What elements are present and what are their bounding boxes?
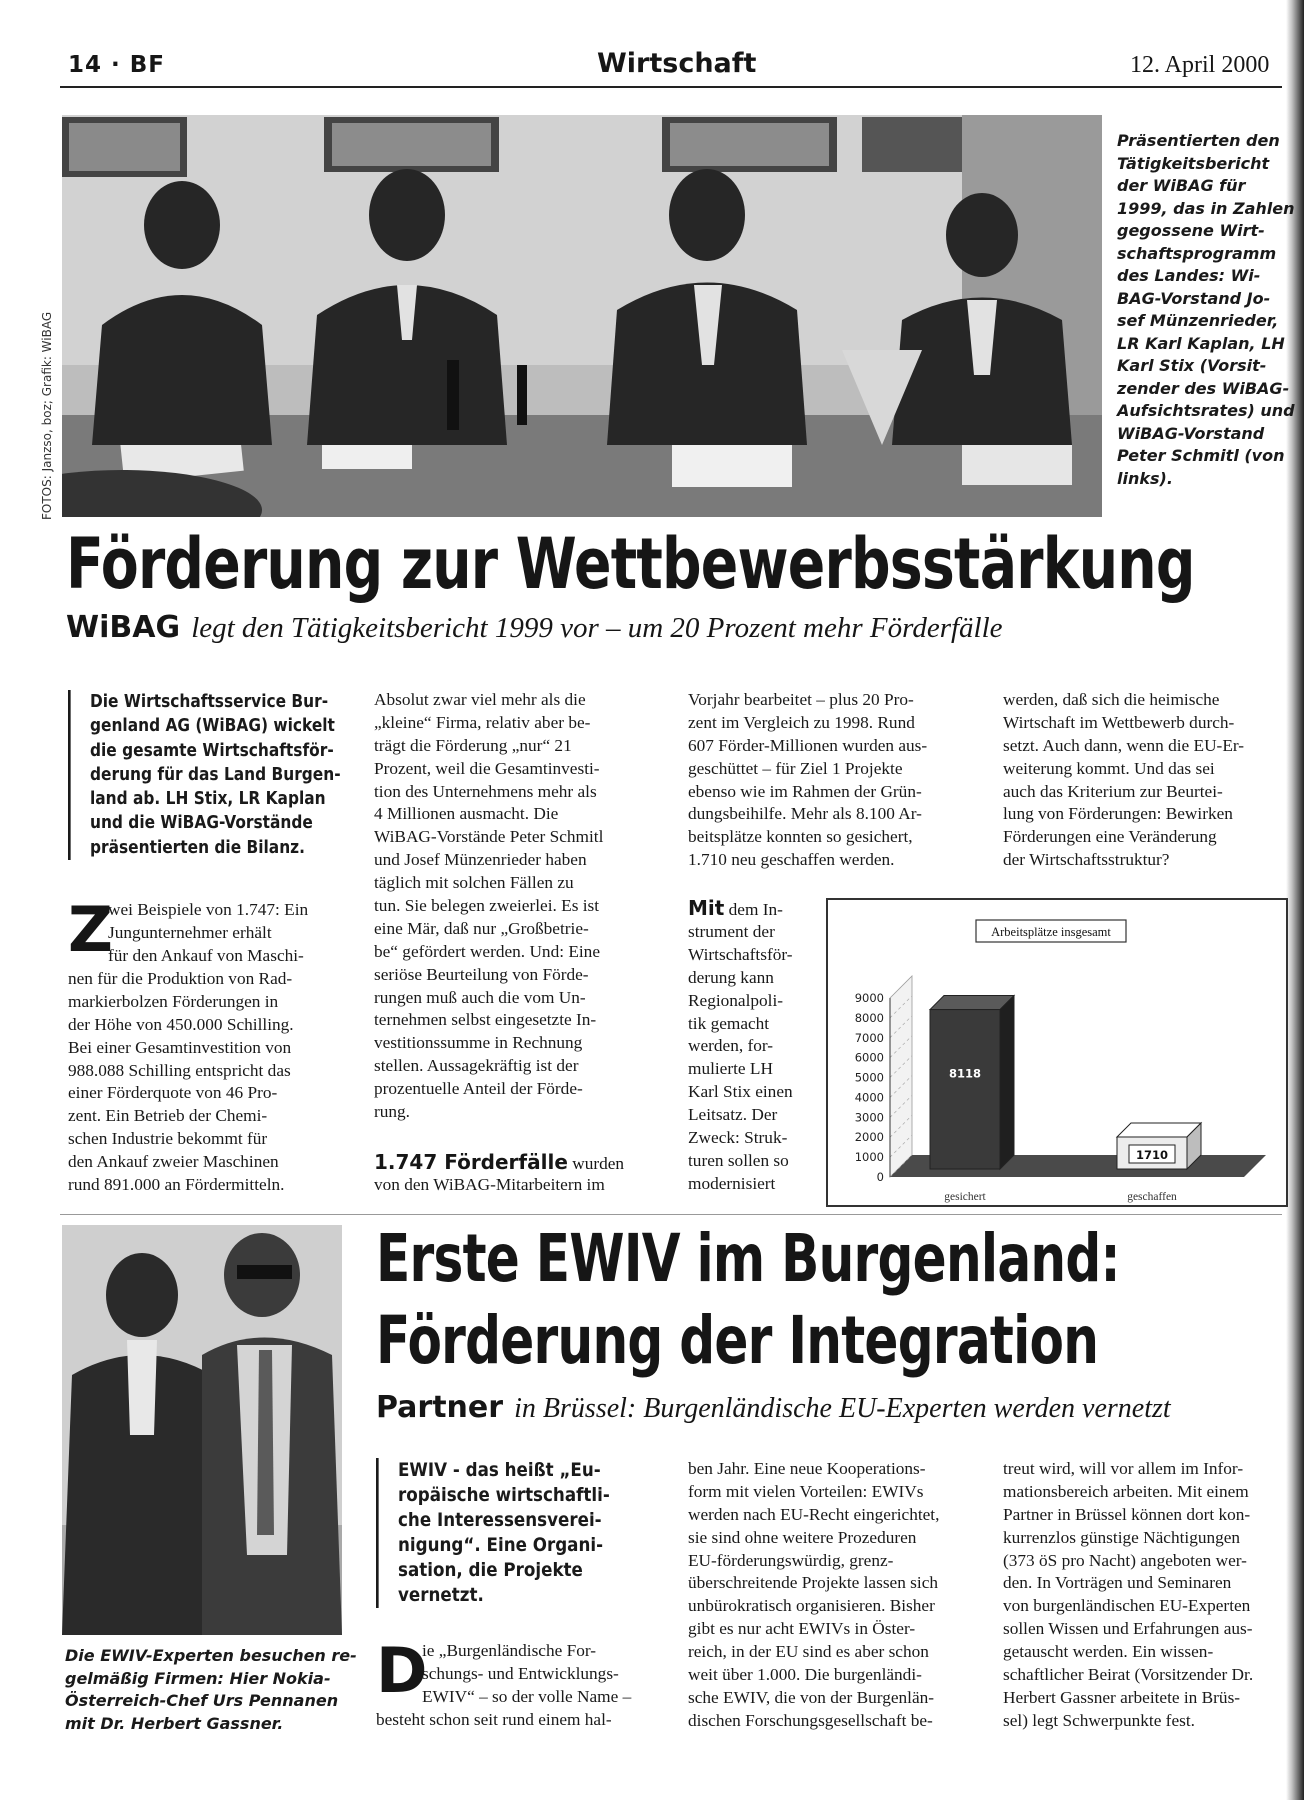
y-tick-label: 4000 xyxy=(854,1090,884,1105)
x-tick-label: geschaffen xyxy=(1127,1191,1177,1203)
article-column xyxy=(374,689,603,1124)
header-rule xyxy=(60,86,1282,88)
experts-photo xyxy=(62,1225,342,1635)
lead-paragraph xyxy=(376,1458,610,1608)
text-line: (373 öS pro Nacht) angeboten wer- xyxy=(1003,1550,1247,1570)
text-line: seriöse Beurteilung von Förde- xyxy=(374,964,589,984)
text-line: besteht schon seit rund einem hal- xyxy=(376,1710,612,1729)
y-tick-label: 1000 xyxy=(854,1150,884,1165)
text-line: setzt. Auch dann, wenn die EU-Er- xyxy=(1003,735,1245,755)
text-line: schen Industrie bekommt für xyxy=(68,1129,268,1149)
x-tick-label: gesichert xyxy=(944,1191,986,1203)
drop-cap: Z xyxy=(68,893,113,966)
caption-line: gelmäßig Firmen: Hier Nokia- xyxy=(65,1668,331,1688)
text-line: unbürokratisch organisieren. Bisher xyxy=(688,1596,935,1616)
lead-line: EWIV - das heißt „Eu- xyxy=(398,1459,601,1481)
caption-line: gegossene Wirt- xyxy=(1117,221,1265,240)
caption-line: BAG-Vorstand Jo- xyxy=(1117,288,1271,308)
caption-line: 1999, das in Zahlen xyxy=(1117,198,1295,218)
text-line: beitsplätze konnten so gesichert, xyxy=(688,827,913,847)
lead-line: che Interessensverei- xyxy=(398,1509,602,1531)
y-tick-label: 9000 xyxy=(854,991,884,1005)
y-tick-label: 0 xyxy=(876,1170,884,1184)
text-line: 607 Förder-Millionen wurden aus- xyxy=(688,735,928,755)
bar-side xyxy=(1000,996,1014,1169)
text-line: Bei einer Gesamtinvestition von xyxy=(68,1037,292,1057)
text-line: rund 891.000 an Fördermitteln. xyxy=(68,1175,285,1195)
paragraph-kicker-rest: dem In- xyxy=(724,900,783,919)
text-line: Herbert Gassner arbeitete in Brüs- xyxy=(1003,1687,1241,1707)
caption-line: zender des WiBAG- xyxy=(1117,378,1290,398)
drop-cap: D xyxy=(376,1634,428,1707)
text-line: sollen Wissen und Erfahrungen aus- xyxy=(1003,1619,1253,1639)
paragraph-kicker: 1.747 Förderfälle xyxy=(374,1150,568,1174)
text-line: derung kann xyxy=(688,967,774,987)
lead-line: Die Wirtschaftsservice Bur- xyxy=(90,692,329,712)
text-line: dischen Forschungsgesellschaft be- xyxy=(688,1710,933,1730)
lead-line: präsentierten die Bilanz. xyxy=(90,837,305,858)
text-line: wei Beispiele von 1.747: Ein xyxy=(108,900,309,919)
bar-chart xyxy=(826,898,1288,1207)
article-column xyxy=(422,1640,631,1709)
text-line: dungsbeihilfe. Mehr als 8.100 Ar- xyxy=(688,804,922,824)
y-tick-label: 3000 xyxy=(854,1110,884,1125)
text-line: für den Ankauf von Maschi- xyxy=(108,945,304,965)
lead-line: genland AG (WiBAG) wickelt xyxy=(90,716,335,737)
lead-line: land ab. LH Stix, LR Kaplan xyxy=(90,789,326,810)
text-line: 988.088 Schilling entspricht das xyxy=(68,1060,291,1080)
headline: Erste EWIV im Burgenland: xyxy=(376,1220,1120,1297)
photo-caption xyxy=(1117,130,1295,490)
text-line: weit über 1.000. Die burgenländi- xyxy=(688,1665,922,1685)
caption-line: schaftsprogramm xyxy=(1117,243,1277,263)
lead-paragraph xyxy=(68,690,341,860)
text-line: EU-förderungswürdig, grenz- xyxy=(688,1550,894,1570)
headline: Förderung der Integration xyxy=(376,1302,1099,1379)
subheadline xyxy=(66,610,1003,645)
text-line: einer Förderquote von 46 Pro- xyxy=(68,1083,278,1103)
text-line: und Josef Münzenrieder haben xyxy=(374,850,587,870)
chart-title: Arbeitsplätze insgesamt xyxy=(991,925,1111,939)
text-line: EWIV“ – so der volle Name – xyxy=(422,1686,632,1706)
text-line: mulierte LH xyxy=(688,1059,773,1079)
text-line: der Wirtschaftsstruktur? xyxy=(1003,850,1170,870)
text-line: „kleine“ Firma, relativ aber be- xyxy=(374,712,591,732)
caption-line: Präsentierten den xyxy=(1117,131,1280,150)
text-line: kurrenzlos günstige Nächtigungen xyxy=(1003,1527,1241,1547)
paragraph-kicker-line xyxy=(688,896,783,920)
paragraph-kicker-rest: wurden xyxy=(567,1154,625,1173)
text-line: sel) legt Schwerpunkte fest. xyxy=(1003,1710,1195,1730)
text-line: Jungunternehmer erhält xyxy=(108,922,272,942)
headline: Förderung zur Wettbewerbsstärkung xyxy=(66,523,1195,605)
text-line: den. In Vorträgen und Seminaren xyxy=(1003,1573,1232,1593)
text-line: stellen. Aussagekräftig ist der xyxy=(374,1056,579,1076)
issue-date: 12. April 2000 xyxy=(1130,52,1270,78)
text-line: Wirtschaftsför- xyxy=(688,944,793,964)
text-line: zent. Ein Betrieb der Chemi- xyxy=(68,1106,268,1126)
article-column xyxy=(688,1458,939,1733)
text-line: getauscht werden. Ein wissen- xyxy=(1003,1642,1214,1662)
data-label: 8118 xyxy=(948,1066,982,1081)
caption-line: Tätigkeitsbericht xyxy=(1117,153,1270,173)
subheadline xyxy=(376,1390,1171,1425)
text-line: Leitsatz. Der xyxy=(688,1105,778,1125)
section-title: Wirtschaft xyxy=(597,48,757,79)
text-line: trägt die Förderung „nur“ 21 xyxy=(374,735,572,755)
text-line: lung von Förderungen: Bewirken xyxy=(1003,804,1233,824)
text-line: Karl Stix einen xyxy=(688,1082,793,1102)
text-line: gibt es nur acht EWIVs in Öster- xyxy=(688,1619,916,1639)
text-line: überschreitende Projekte lassen sich xyxy=(688,1573,939,1593)
subheadline-text: in Brüssel: Burgenländische EU-Experten werden vernetzt xyxy=(514,1393,1171,1424)
text-line: Regionalpoli- xyxy=(688,990,784,1010)
subheadline-text: legt den Tätigkeitsbericht 1999 vor – um 20 Prozent mehr Förderfälle xyxy=(191,612,1003,644)
text-line: tun. Sie belegen zweierlei. Es ist xyxy=(374,896,600,916)
text-line: ie „Burgenländische For- xyxy=(422,1641,597,1660)
text-line: Wirtschaft im Wettbewerb durch- xyxy=(1003,712,1235,732)
article-column xyxy=(1003,1458,1253,1733)
bar xyxy=(930,1010,1000,1169)
section-divider xyxy=(60,1214,1282,1215)
text-line: reich, in der EU sind es aber schon xyxy=(688,1642,929,1662)
text-line: Vorjahr bearbeitet – plus 20 Pro- xyxy=(688,690,914,709)
text-line: tion des Unternehmens mehr als xyxy=(374,781,597,801)
caption-line: links). xyxy=(1117,468,1173,488)
text-line: 1.710 neu geschaffen werden. xyxy=(688,850,895,870)
subheadline-kicker: Partner xyxy=(376,1390,504,1425)
page-number: 14 · BF xyxy=(68,52,166,78)
text-line: eine Mär, daß nur „Großbetrie- xyxy=(374,918,589,938)
subheadline-kicker: WiBAG xyxy=(66,610,181,645)
text-line: rungen muß auch die vom Un- xyxy=(374,987,586,1007)
text-line: zent im Vergleich zu 1998. Rund xyxy=(688,712,915,732)
text-line: tik gemacht xyxy=(688,1013,770,1033)
text-line: werden, for- xyxy=(688,1036,774,1056)
article-column xyxy=(1003,689,1244,872)
y-tick-label: 2000 xyxy=(854,1130,884,1145)
text-line: mationsbereich arbeiten. Mit einem xyxy=(1003,1481,1249,1501)
text-line: schungs- und Entwicklungs- xyxy=(422,1663,619,1683)
text-line: Prozent, weil die Gesamtinvesti- xyxy=(374,758,600,778)
text-line: vestitionssumme in Rechnung xyxy=(374,1033,583,1053)
data-label: 1710 xyxy=(1135,1147,1169,1162)
caption-line: Aufsichtsrates) und xyxy=(1117,401,1295,420)
text-line: strument der xyxy=(688,922,775,941)
text-line: sie sind ohne weitere Prozeduren xyxy=(688,1527,917,1547)
caption-line: Peter Schmitl (von xyxy=(1117,446,1285,465)
article-column xyxy=(68,968,294,1197)
lead-line: und die WiBAG-Vorstände xyxy=(90,813,313,834)
paragraph-kicker-line xyxy=(374,1150,624,1174)
text-line: schaftlicher Beirat (Vorsitzender Dr. xyxy=(1003,1665,1254,1685)
photo-caption xyxy=(65,1645,357,1735)
article-column xyxy=(688,921,793,1196)
text-line: werden nach EU-Recht eingerichtet, xyxy=(688,1504,940,1524)
text-line: Zweck: Struk- xyxy=(688,1128,788,1148)
text-line: Absolut zwar viel mehr als die xyxy=(374,690,586,709)
caption-line: des Landes: Wi- xyxy=(1117,266,1261,285)
text-line: modernisiert xyxy=(688,1173,776,1193)
paragraph-kicker: Mit xyxy=(688,896,725,920)
lead-line: die gesamte Wirtschaftsför- xyxy=(90,740,334,761)
caption-line: LR Karl Kaplan, LH xyxy=(1117,333,1285,353)
caption-line: sef Münzenrieder, xyxy=(1117,311,1279,330)
text-line: werden, daß sich die heimische xyxy=(1003,690,1220,709)
text-line: Förderungen eine Veränderung xyxy=(1003,827,1217,847)
press-conference-photo xyxy=(62,115,1102,517)
text-line: der Höhe von 450.000 Schilling. xyxy=(68,1014,294,1034)
text-line: form mit vielen Vorteilen: EWIVs xyxy=(688,1481,924,1501)
text-line: treut wird, will vor allem im Infor- xyxy=(1003,1459,1244,1478)
article-column xyxy=(108,899,308,968)
text-line: markierbolzen Förderungen in xyxy=(68,991,279,1011)
lead-line: sation, die Projekte xyxy=(398,1559,583,1581)
photo-credit: FOTOS: Janzso, boz; Grafik: WiBAG xyxy=(40,311,54,520)
article-column xyxy=(376,1709,612,1732)
text-line: nen für die Produktion von Rad- xyxy=(68,969,293,988)
text-line: von burgenländischen EU-Experten xyxy=(1003,1596,1251,1616)
caption-line: Die EWIV-Experten besuchen re- xyxy=(65,1646,357,1665)
caption-line: der WiBAG für xyxy=(1117,176,1246,195)
caption-line: WiBAG-Vorstand xyxy=(1117,423,1265,443)
y-tick-label: 5000 xyxy=(854,1070,884,1085)
text-line: geschüttet – für Ziel 1 Projekte xyxy=(688,758,903,778)
lead-line: nigung“. Eine Organi- xyxy=(398,1534,604,1556)
article-column-line: von den WiBAG-Mitarbeitern im xyxy=(374,1175,605,1194)
lead-line: derung für das Land Burgen- xyxy=(90,764,341,785)
text-line: 4 Millionen ausmacht. Die xyxy=(374,804,559,824)
y-tick-label: 6000 xyxy=(854,1050,884,1065)
caption-line: Karl Stix (Vorsit- xyxy=(1117,356,1267,375)
text-line: den Ankauf zweier Maschinen xyxy=(68,1152,279,1172)
bar-chart-svg xyxy=(828,900,1286,1205)
y-tick-label: 8000 xyxy=(854,1010,884,1025)
text-line: WiBAG-Vorstände Peter Schmitl xyxy=(374,827,604,847)
lead-line: ropäische wirtschaftli- xyxy=(398,1484,610,1506)
text-line: turen sollen so xyxy=(688,1150,789,1170)
text-line: rung. xyxy=(374,1102,410,1122)
text-line: be“ gefördert werden. Und: Eine xyxy=(374,941,600,961)
text-line: ebenso wie im Rahmen der Grün- xyxy=(688,781,922,801)
chart-side-wall xyxy=(890,976,912,1177)
text-line: Partner in Brüssel können dort kon- xyxy=(1003,1504,1251,1524)
caption-line: mit Dr. Herbert Gassner. xyxy=(65,1713,284,1733)
text-line: weiterung kommt. Und das sei xyxy=(1003,758,1215,778)
text-line: sche EWIV, die von der Burgenlän- xyxy=(688,1687,935,1707)
text-line: ben Jahr. Eine neue Kooperations- xyxy=(688,1459,926,1478)
y-tick-label: 7000 xyxy=(854,1030,884,1045)
caption-line: Österreich-Chef Urs Pennanen xyxy=(65,1691,339,1710)
article-column xyxy=(688,689,927,872)
text-line: prozentuelle Anteil der Förde- xyxy=(374,1079,583,1099)
text-line: täglich mit solchen Fällen zu xyxy=(374,873,574,893)
text-line: ternehmen selbst eingesetzte In- xyxy=(374,1010,597,1030)
lead-line: vernetzt. xyxy=(398,1584,484,1606)
text-line: auch das Kriterium zur Beurtei- xyxy=(1003,781,1223,801)
